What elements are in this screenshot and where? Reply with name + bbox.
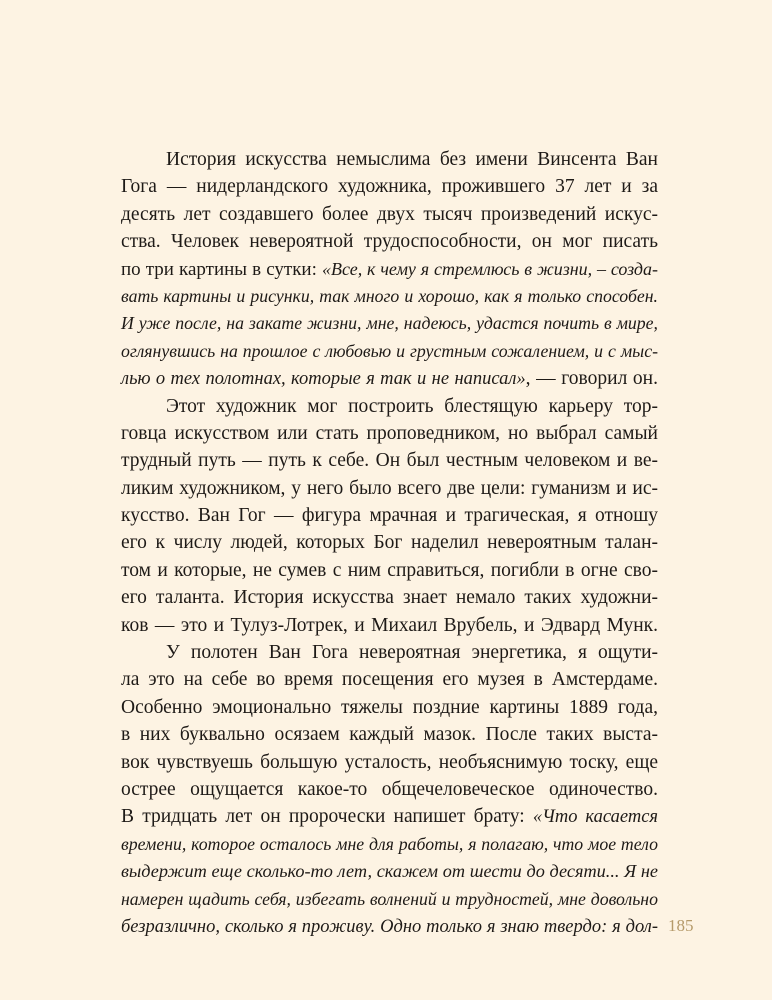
text-segment: его к числу людей, которых Бог наделил невероятным талан- (121, 532, 658, 554)
text-line (121, 639, 658, 666)
text-segment: У полотен Ван Гога невероятная энергетика, я ощути- (166, 642, 658, 664)
quote-text: «Все, к чему я стремлюсь в жизни, – созда- (321, 258, 659, 279)
text-line (121, 393, 658, 420)
text-line (121, 146, 658, 173)
text-segment: ликим художником, у него было всего две цели: гуманизм и ис- (121, 477, 658, 499)
text-segment: его таланта. История искусства знает немало таких художни- (121, 587, 658, 609)
text-segment: Особенно эмоционально тяжелы поздние картины 1889 года, (121, 696, 658, 718)
text-line (121, 420, 658, 447)
quote-text: безразлично, сколько я проживу. Одно только я знаю твердо: я дол- (121, 916, 658, 937)
text-line (121, 721, 658, 748)
text-segment: ла это на себе во время посещения его музея в Амстердаме. (121, 669, 658, 691)
quote-text: вать картины и рисунки, так много и хорошо, как я только способен. (121, 285, 658, 306)
text-line (121, 529, 658, 556)
text-line (121, 338, 658, 365)
text-line (121, 502, 658, 529)
paragraph (121, 639, 658, 940)
text-line (121, 666, 658, 693)
text-line (121, 173, 658, 200)
quote-text: «Что касается (532, 807, 658, 828)
text-segment: , — говорил он. (525, 368, 658, 390)
text-segment: История искусства немыслима без имени Винсента Ван (166, 149, 658, 170)
text-segment: по три картины в сутки: (121, 258, 322, 280)
text-segment: десять лет создавшего более двух тысяч произведений искус- (121, 203, 658, 225)
text-line (121, 283, 658, 310)
text-line (121, 803, 658, 830)
text-segment: Гога — нидерландского художника, прожившего 37 лет и за (121, 176, 658, 198)
text-segment: том и которые, не сумев с ним справиться, погибли в огне сво- (121, 559, 658, 581)
text-segment: В тридцать лет он пророчески напишет брату: (121, 806, 533, 828)
text-line (121, 584, 658, 611)
body-text (121, 146, 658, 940)
quote-text: И уже после, на закате жизни, мне, надеюсь, удастся почить в мире, (121, 313, 658, 334)
quote-text: оглянувшись на прошлое с любовью и грустным сожалением, и с мыс- (121, 340, 658, 361)
text-line (121, 749, 658, 776)
text-line (121, 475, 658, 502)
text-line (121, 447, 658, 474)
quote-text: лью о тех полотнах, которые я так и не написал» (121, 369, 526, 390)
text-line (121, 310, 658, 337)
quote-text: времени, которое осталось мне для работы, я полагаю, что мое тело (121, 833, 658, 854)
text-segment: ков — это и Тулуз-Лотрек, и Михаил Врубель, и Эдвард Мунк. (121, 614, 658, 636)
text-segment: кусство. Ван Гог — фигура мрачная и трагическая, я отношу (121, 505, 658, 527)
text-line (121, 228, 658, 255)
text-segment: Этот художник мог построить блестящую карьеру тор- (166, 395, 658, 417)
text-line (121, 776, 658, 803)
text-line (121, 858, 658, 885)
text-line (121, 365, 658, 392)
page-number: 185 (668, 916, 694, 935)
paragraph (121, 393, 658, 640)
text-line (121, 886, 658, 913)
text-line (121, 612, 658, 639)
text-segment: ства. Человек невероятной трудоспособности, он мог писать (121, 231, 658, 253)
text-line (121, 201, 658, 228)
text-line (121, 557, 658, 584)
text-line (121, 256, 658, 283)
quote-text: намерен щадить себя, избегать волнений и трудностей, мне довольно (121, 888, 658, 909)
quote-text: выдержит еще сколько-то лет, скажем от шести до десяти... Я не (121, 861, 658, 882)
text-segment: вок чувствуешь большую усталость, необъяснимую тоску, еще (121, 751, 658, 773)
text-line (121, 831, 658, 858)
text-segment: трудный путь — путь к себе. Он был честным человеком и ве- (121, 450, 658, 472)
text-line (121, 694, 658, 721)
text-segment: в них буквально осязаем каждый мазок. После таких выста- (121, 724, 658, 746)
text-line (121, 913, 658, 940)
text-segment: острее ощущается какое-то общечеловеческое одиночество. (121, 778, 658, 800)
paragraph (121, 146, 658, 393)
text-segment: говца искусством или стать проповедником, но выбрал самый (121, 422, 658, 444)
